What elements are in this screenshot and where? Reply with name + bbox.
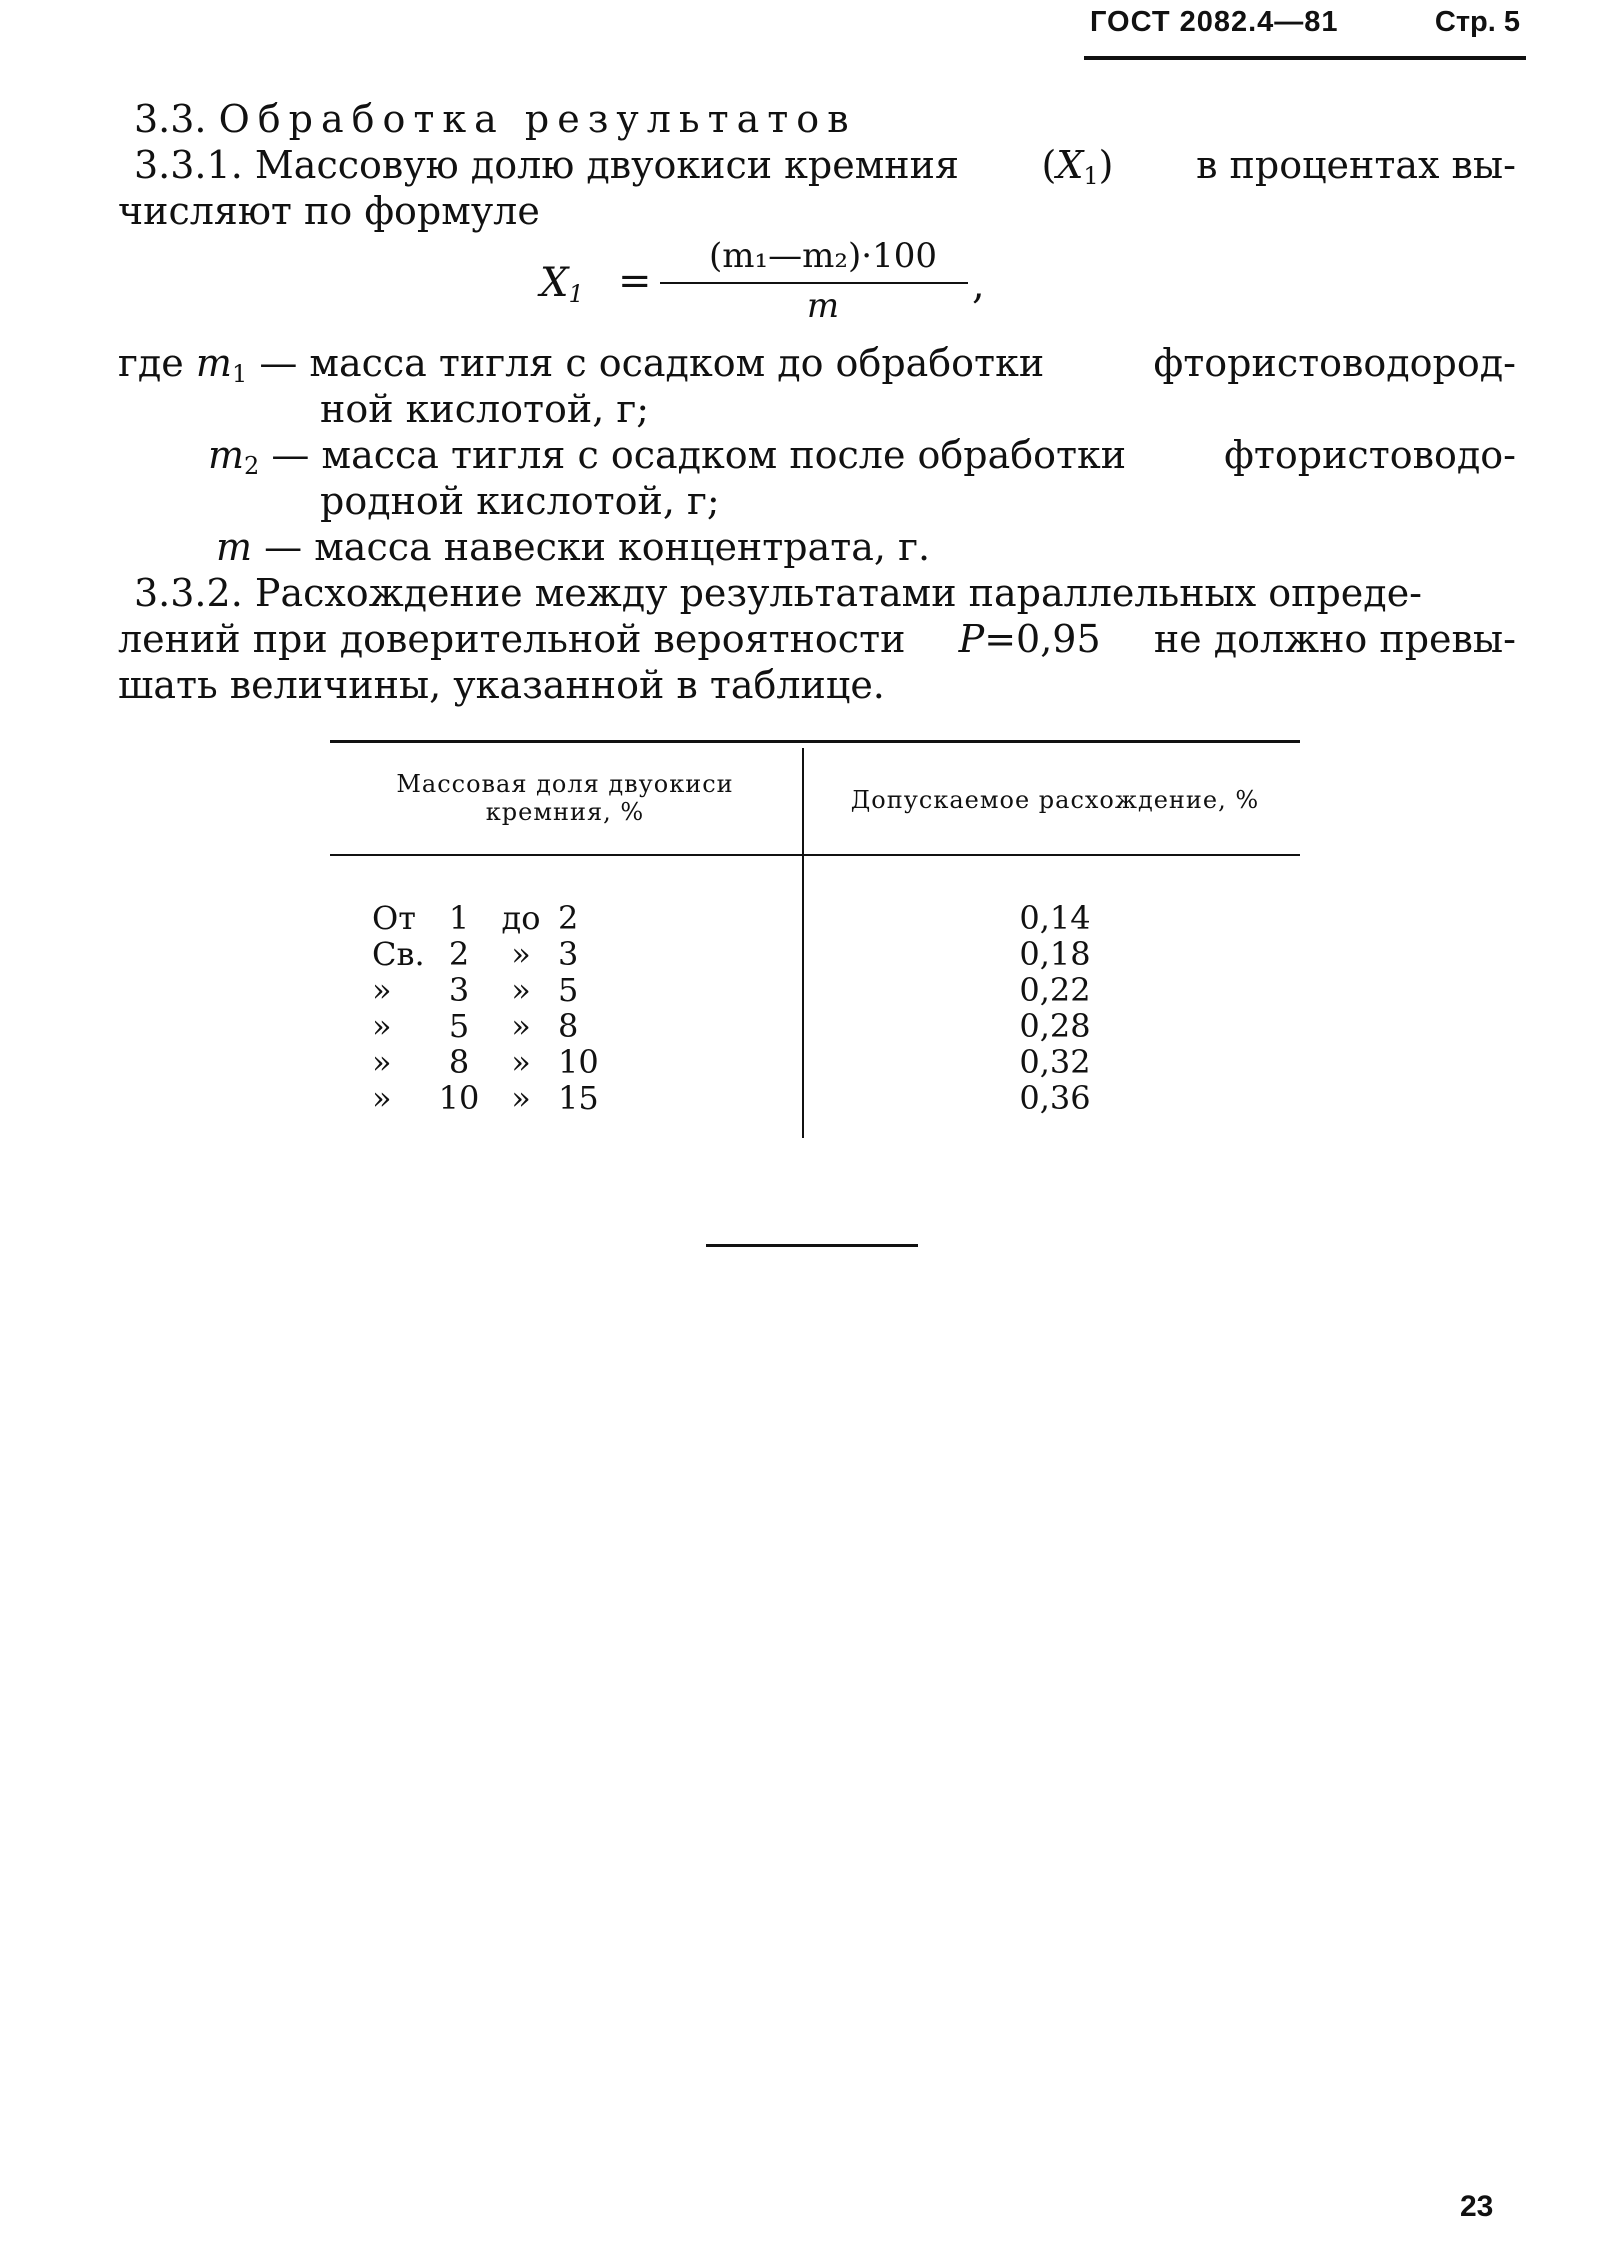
variable-x1: $(X_1)$ — [1041, 143, 1114, 190]
paragraph-text: в процентах вы- — [1196, 143, 1516, 187]
definition-m: m — масса навески концентрата, г. — [216, 525, 931, 569]
fraction-bar — [660, 282, 968, 284]
standard-designation: ГОСТ 2082.4—81 — [1090, 6, 1339, 38]
column-header-mass-fraction: Массовая доля двуокиси кремния, % — [396, 770, 734, 826]
table-body — [330, 900, 1300, 1116]
formula-x1 — [540, 236, 985, 336]
formula-lhs: $X_1$ — [540, 260, 584, 308]
where-word: где — [118, 341, 184, 385]
table-row: » 8 » 10 0,32 — [372, 1043, 1091, 1081]
paragraph-3-3-1-line2: числяют по формуле — [118, 189, 540, 233]
page-label: Стр. 5 — [1434, 6, 1520, 38]
table-row: » 10 » 15 0,36 — [372, 1079, 1091, 1117]
definition-m1-line2: ной кислотой, г; — [320, 387, 650, 431]
table-top-rule — [330, 740, 1300, 743]
paragraph-3-3-2-line3: шать величины, указанной в таблице. — [118, 663, 885, 707]
paragraph-3-3-2-line1: 3.3.2. Расхождение между результатами параллельных опреде- — [134, 571, 1423, 615]
header-rule — [1084, 56, 1526, 60]
paragraph-number: 3.3.1. — [134, 143, 243, 187]
definition-m2-line2: родной кислотой, г; — [320, 479, 720, 523]
paragraph-number: 3.3.2. — [134, 571, 243, 615]
variable-m: m — [216, 525, 253, 569]
section-title: Обработка результатов — [218, 97, 857, 141]
table-row: » 5 » 8 0,28 — [372, 1007, 1091, 1045]
discrepancy-table — [330, 740, 1300, 1140]
paragraph-3-3-2-line2: лений при доверительной вероятности P=0,95 не должно превы- — [118, 617, 1516, 661]
formula-comma: , — [972, 262, 985, 308]
definition-m2-line1: $m_2$ — масса тигля с осадком после обработки фтористоводо- — [208, 433, 1516, 480]
section-number: 3.3. — [134, 97, 207, 141]
definition-m1-line1: где $m_1$ — масса тигля с осадком до обработки фтористоводород- — [118, 341, 1516, 388]
formula-equals: = — [618, 258, 652, 304]
table-header-rule — [330, 854, 1300, 856]
table-row: От 1 до 2 0,14 — [372, 899, 1091, 937]
formula-numerator: (m₁—m₂)·100 — [709, 236, 937, 276]
paragraph-3-3-1-line1 — [134, 142, 1516, 188]
probability-value: P=0,95 — [958, 617, 1101, 661]
section-heading — [134, 96, 857, 142]
table-row: » 3 » 5 0,22 — [372, 971, 1091, 1009]
column-header-discrepancy: Допускаемое расхождение, % — [850, 786, 1260, 814]
end-of-section-rule — [706, 1244, 918, 1247]
table-row: Св. 2 » 3 0,18 — [372, 935, 1091, 973]
variable-m2: m — [208, 433, 245, 477]
paragraph-text: Массовую долю двуокиси кремния — [254, 143, 959, 187]
variable-m1: m — [195, 341, 232, 385]
formula-denominator: m — [806, 286, 840, 326]
page-header — [1090, 6, 1520, 60]
page-number: 23 — [1460, 2190, 1494, 2223]
